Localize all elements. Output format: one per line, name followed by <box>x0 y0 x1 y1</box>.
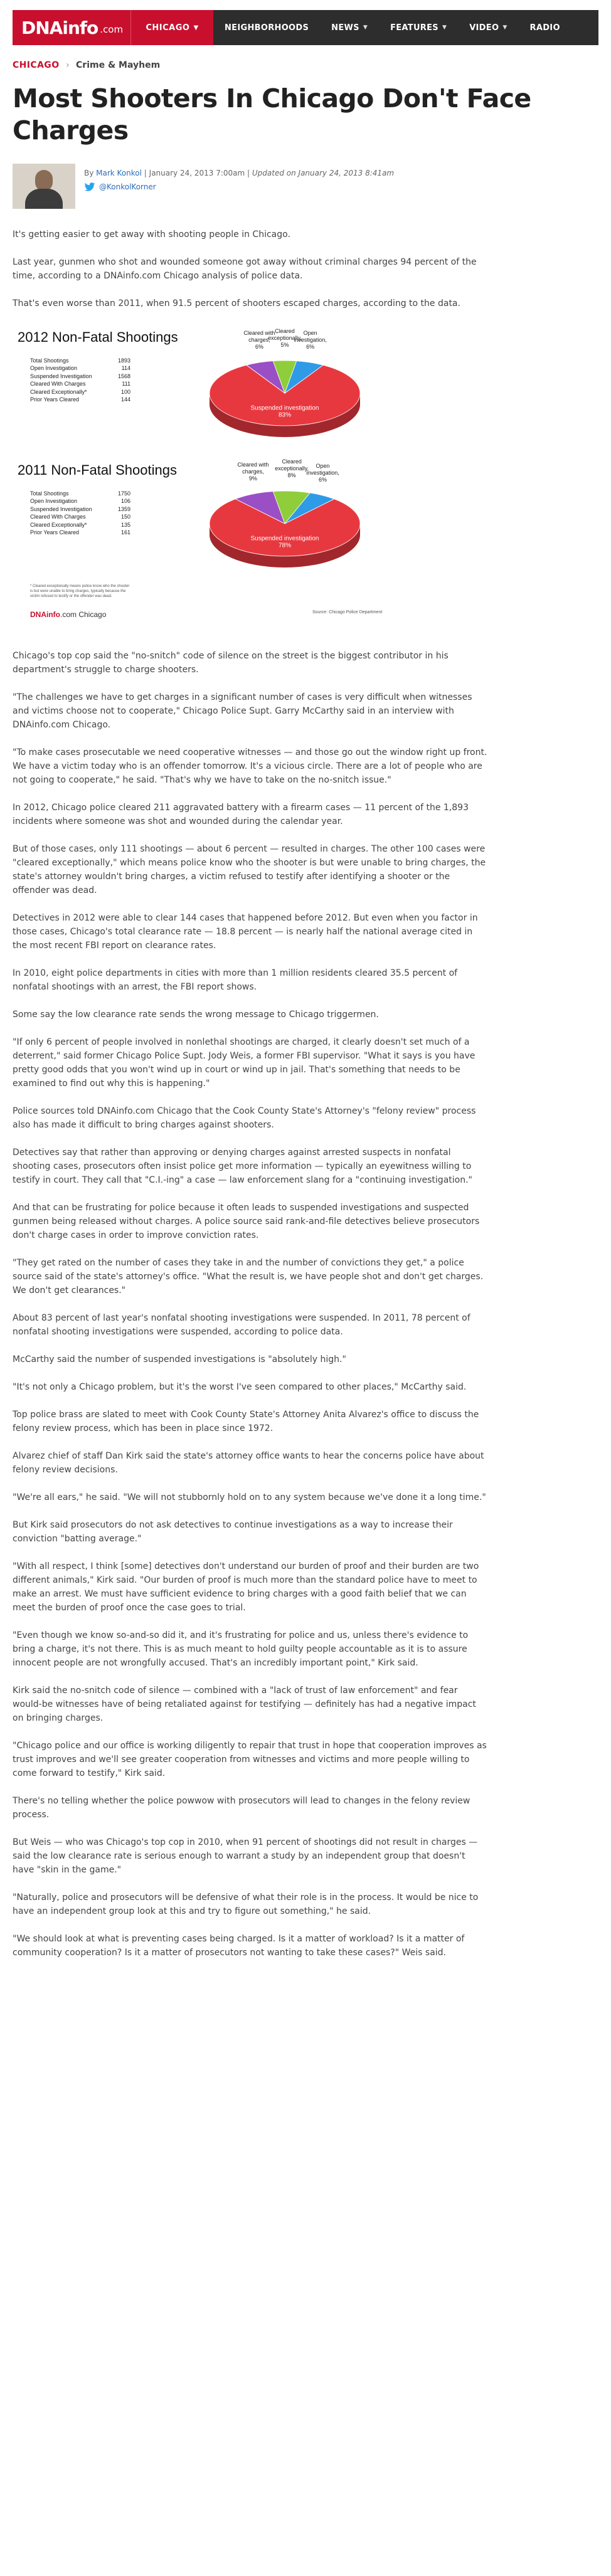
city-selector[interactable] <box>130 10 213 45</box>
nav-radio-label: RADIO <box>529 23 560 33</box>
nav-neighborhoods-label: NEIGHBORHOODS <box>225 23 309 33</box>
figure-footnote: * Cleared exceptionally means police know who the shooter is but were unable to bring charges, typically because the victim refused to testify or the offender was dead. <box>30 584 130 598</box>
stat-label: Open Investigation <box>30 498 78 504</box>
pie-slice-label: Open investigation, 6% <box>306 462 339 483</box>
article-paragraph: There's no telling whether the police powwow with prosecutors will lead to changes in the felony review process. <box>13 1795 470 1820</box>
stat-value: 100 <box>120 388 130 395</box>
nav-radio[interactable] <box>530 23 560 33</box>
site-logo[interactable] <box>13 10 130 45</box>
pie-slice-label: Suspended investigation 78% <box>250 535 319 549</box>
twitter-handle[interactable]: @KonkolKorner <box>99 182 156 191</box>
stat-value: 161 <box>120 529 130 536</box>
chevron-down-icon: ▼ <box>442 24 447 31</box>
article-paragraph: Detectives in 2012 were able to clear 144 cases that happened before 2012. But even when you factor in those cases, Chicago's total clearance rate — 18.8 percent — is nearly half the national average cited in the most recent FBI report on clearance rates. <box>13 912 478 951</box>
twitter-icon[interactable] <box>84 182 95 191</box>
stat-label: Cleared With Charges <box>30 381 86 387</box>
article-paragraph: Alvarez chief of staff Dan Kirk said the state's attorney office wants to hear the concerns police have about felony review decisions. <box>13 1450 484 1475</box>
chevron-down-icon: ▼ <box>193 24 199 31</box>
figure-source: Source: Chicago Police Department <box>312 610 383 615</box>
nav-news-label: NEWS <box>331 23 359 33</box>
pie-slice-label: Cleared exceptionally, 5% <box>268 327 302 348</box>
nav-news[interactable] <box>331 23 368 33</box>
stat-value: 144 <box>120 396 130 403</box>
pie-slice-label: Cleared exceptionally, 8% <box>275 458 309 478</box>
article-paragraph: "To make cases prosecutable we need cooperative witnesses — and those go out the window right up front. We have a victim today who is an offender tomorrow. It's a vicious circle. There are a lot of people who are not going to cooperate," he said. "That's why we have to take on the no-snitch issue." <box>13 747 487 785</box>
stat-row <box>30 372 130 381</box>
chart-title-2011: 2011 Non-Fatal Shootings <box>18 462 177 478</box>
stat-value: 150 <box>120 514 130 520</box>
figure-logo <box>30 610 106 619</box>
stat-label: Suspended Investigation <box>30 372 92 379</box>
stat-value: 114 <box>121 365 130 371</box>
author-link[interactable]: Mark Konkol <box>96 168 142 177</box>
article-paragraph: "Chicago police and our office is working diligently to repair that trust in hope that cooperation improves as trust improves and we'll see greater cooperation from witnesses and victims and more people willing to come forward to testify," Kirk said. <box>13 1740 487 1778</box>
article-paragraph: But Kirk said prosecutors do not ask detectives to continue investigations as a way to increase their conviction "batting average." <box>13 1519 453 1544</box>
pie-slice-label: Open investigation, 6% <box>294 329 327 350</box>
article-paragraph: "Naturally, police and prosecutors will be defensive of what their role is in the process. It would be nice to have an independent group look at this and try to figure out something," he said. <box>13 1892 479 1916</box>
stat-row <box>30 505 130 514</box>
article-paragraph: "If only 6 percent of people involved in nonlethal shootings are charged, it clearly doesn't set much of a deterrent," said former Chicago Police Supt. Jody Weis, a former FBI supervisor. "What it says is you have pretty good odds that you won't wind up in court or wind up in jail. That's something that needs to be examined to find out why this is happening." <box>13 1037 476 1089</box>
nav-video-label: VIDEO <box>469 23 499 33</box>
nav-neighborhoods[interactable] <box>225 23 309 33</box>
figure-logo-main: DNAinfo <box>30 610 60 619</box>
stat-label: Prior Years Cleared <box>30 529 80 536</box>
stat-label: Total Shootings <box>30 490 69 497</box>
breadcrumb <box>13 60 598 70</box>
article-paragraph: Detectives say that rather than approving or denying charges against arrested suspects in nonfatal shooting cases, prosecutors often insist police get more information — typically an eyewitness willing to testify in court. They call that "C.I.-ing" a case — law enforcement slang for a "continuing investigation." <box>13 1147 472 1185</box>
nav-features[interactable] <box>390 23 447 33</box>
article-paragraph: And that can be frustrating for police because it often leads to suspended investigations and suspected gunmen being released without charges. A police source said rank-and-file detectives believe prosecutors don't charge cases in order to improve conviction rates. <box>13 1202 480 1240</box>
chevron-down-icon: ▼ <box>363 24 368 31</box>
stat-row <box>30 357 130 365</box>
stat-value: 106 <box>120 498 130 504</box>
stat-label: Suspended Investigation <box>30 505 92 512</box>
shootings-figure <box>18 324 406 638</box>
article-paragraph: It's getting easier to get away with shooting people in Chicago. <box>13 229 290 240</box>
publish-date: | January 24, 2013 7:00am | <box>141 168 252 177</box>
byline <box>13 164 598 209</box>
paragraphs-after <box>13 649 489 1960</box>
pie-chart-2012 <box>166 324 404 447</box>
article-paragraph: Chicago's top cop said the "no-snitch" code of silence on the street is the biggest contributor in his department's struggle to charge shooters. <box>13 650 449 675</box>
article-paragraph: "They get rated on the number of cases they take in and the number of convictions they get," a police source said of the state's attorney's office. "What the result is, we have people shot and don't get charges. We don't get clearances." <box>13 1257 484 1296</box>
pie-slice-label: Suspended investigation 83% <box>250 404 319 419</box>
stat-label: Open Investigation <box>30 365 78 371</box>
stat-row <box>30 513 130 521</box>
stat-label: Cleared With Charges <box>30 514 86 520</box>
stat-row <box>30 396 130 404</box>
stats-table-2012 <box>30 357 130 404</box>
navbar <box>13 10 598 45</box>
paragraphs-before <box>13 228 489 310</box>
article-paragraph: In 2010, eight police departments in cities with more than 1 million residents cleared 35.5 percent of nonfatal shootings with an arrest, the FBI report shows. <box>13 968 458 992</box>
stat-label: Total Shootings <box>30 357 69 364</box>
byline-text <box>84 164 394 194</box>
updated-date: Updated on January 24, 2013 8:41am <box>252 168 395 177</box>
byline-prefix: By <box>84 168 97 177</box>
stat-value: 1750 <box>117 490 130 497</box>
stats-table-2011 <box>30 490 130 537</box>
chevron-down-icon: ▼ <box>502 24 507 31</box>
stat-row <box>30 521 130 529</box>
article-paragraph: "We should look at what is preventing cases being charged. Is it a matter of workload? Is it a matter of community cooperation? Is it a matter of prosecutors not wanting to take these cases?" Weis said. <box>13 1933 465 1958</box>
breadcrumb-separator: › <box>65 60 70 70</box>
article <box>13 60 598 1960</box>
stat-label: Cleared Exceptionally* <box>30 388 87 395</box>
stat-value: 1893 <box>117 357 130 364</box>
breadcrumb-section[interactable]: Crime & Mayhem <box>76 60 161 70</box>
nav-features-label: FEATURES <box>390 23 438 33</box>
author-photo[interactable] <box>13 164 75 209</box>
article-paragraph: McCarthy said the number of suspended investigations is "absolutely high." <box>13 1354 346 1365</box>
article-paragraph: "We're all ears," he said. "We will not stubbornly hold on to any system because we've done it a long time." <box>13 1492 486 1502</box>
breadcrumb-city[interactable]: CHICAGO <box>13 60 60 70</box>
stat-row <box>30 380 130 388</box>
city-label: CHICAGO <box>146 23 190 33</box>
article-paragraph: But Weis — who was Chicago's top cop in 2010, when 91 percent of shootings did not result in charges — said the low clearance rate is serious enough to warrant a study by an independent group that doesn't have "skin in the game." <box>13 1837 478 1875</box>
twitter-row <box>84 180 394 194</box>
main-nav <box>213 10 583 45</box>
stat-row <box>30 497 130 505</box>
article-paragraph: Last year, gunmen who shot and wounded someone got away without criminal charges 94 percent of the time, according to a DNAinfo.com Chicago analysis of police data. <box>13 256 477 281</box>
stat-label: Cleared Exceptionally* <box>30 521 87 528</box>
stat-row <box>30 364 130 372</box>
stat-value: 135 <box>120 521 130 528</box>
stat-value: 1568 <box>117 372 130 379</box>
article-paragraph: "Even though we know so-and-so did it, and it's frustrating for police and us, unless there's evidence to bring a charge, it's not there. This is as much meant to hold guilty people accountable as it is to assure innocent people are not wrongfully accused. That's an incredibly important point," Kirk said. <box>13 1630 469 1668</box>
article-paragraph: "It's not only a Chicago problem, but it's the worst I've seen compared to other places," McCarthy said. <box>13 1381 467 1392</box>
stat-row <box>30 529 130 537</box>
logo-main: DNAinfo <box>21 17 98 38</box>
pie-chart-2011 <box>166 455 404 578</box>
article-body <box>13 228 489 1960</box>
article-paragraph: Police sources told DNAinfo.com Chicago that the Cook County State's Attorney's "felony review" process also has made it difficult to bring charges against shooters. <box>13 1106 476 1130</box>
pie-slice-label: Cleared with charges, 9% <box>237 461 269 482</box>
stat-value: 1359 <box>117 505 130 512</box>
site-header <box>0 0 611 45</box>
logo-sub: .com <box>100 24 124 35</box>
chart-title-2012: 2012 Non-Fatal Shootings <box>18 329 178 345</box>
article-paragraph: Top police brass are slated to meet with Cook County State's Attorney Anita Alvarez's office to discuss the felony review process, which has been in place since 1972. <box>13 1409 479 1433</box>
article-paragraph: "With all respect, I think [some] detectives don't understand our burden of proof and their burden are two different animals," Kirk said. "Our burden of proof is much more than the standard police have to meet to make an arrest. We must have sufficient evidence to bring charges with a good faith belief that we can meet the burden of proof once the case goes to trial. <box>13 1561 479 1613</box>
article-headline: Most Shooters In Chicago Don't Face Charges <box>13 83 531 146</box>
article-paragraph: In 2012, Chicago police cleared 211 aggravated battery with a firearm cases — 11 percent of the 1,893 incidents where someone was shot and wounded during the calendar year. <box>13 802 469 826</box>
article-paragraph: About 83 percent of last year's nonfatal shooting investigations were suspended. In 2011, 78 percent of nonfatal shooting investigations were suspended, according to police data. <box>13 1312 470 1337</box>
pie-slice-label: Cleared with charges, 6% <box>243 329 275 350</box>
stat-value: 111 <box>122 381 130 387</box>
stat-row <box>30 388 130 396</box>
article-paragraph: That's even worse than 2011, when 91.5 percent of shooters escaped charges, according to the data. <box>13 298 460 309</box>
stat-label: Prior Years Cleared <box>30 396 80 403</box>
article-paragraph: "The challenges we have to get charges in a significant number of cases is very difficult when witnesses and victims choose not to cooperate," Chicago Police Supt. Garry McCarthy said in an interview with DNAinfo.com Chicago. <box>13 692 472 730</box>
article-paragraph: Some say the low clearance rate sends the wrong message to Chicago triggermen. <box>13 1009 379 1020</box>
article-paragraph: Kirk said the no-snitch code of silence — combined with a "lack of trust of law enforcement" and fear would-be witnesses have of being retaliated against for testifying — definitely has had a negative impact on bringing charges. <box>13 1685 476 1723</box>
nav-video[interactable] <box>469 23 507 33</box>
figure-logo-sub: .com Chicago <box>60 610 107 619</box>
article-paragraph: But of those cases, only 111 shootings — about 6 percent — resulted in charges. The other 100 cases were "cleared exceptionally," which means police know who the shooter is but were unable to bring charges, the state's attorney wouldn't bring charges, a victim refused to testify after identifying a shooter or the offender was dead. <box>13 843 486 895</box>
stat-row <box>30 490 130 498</box>
